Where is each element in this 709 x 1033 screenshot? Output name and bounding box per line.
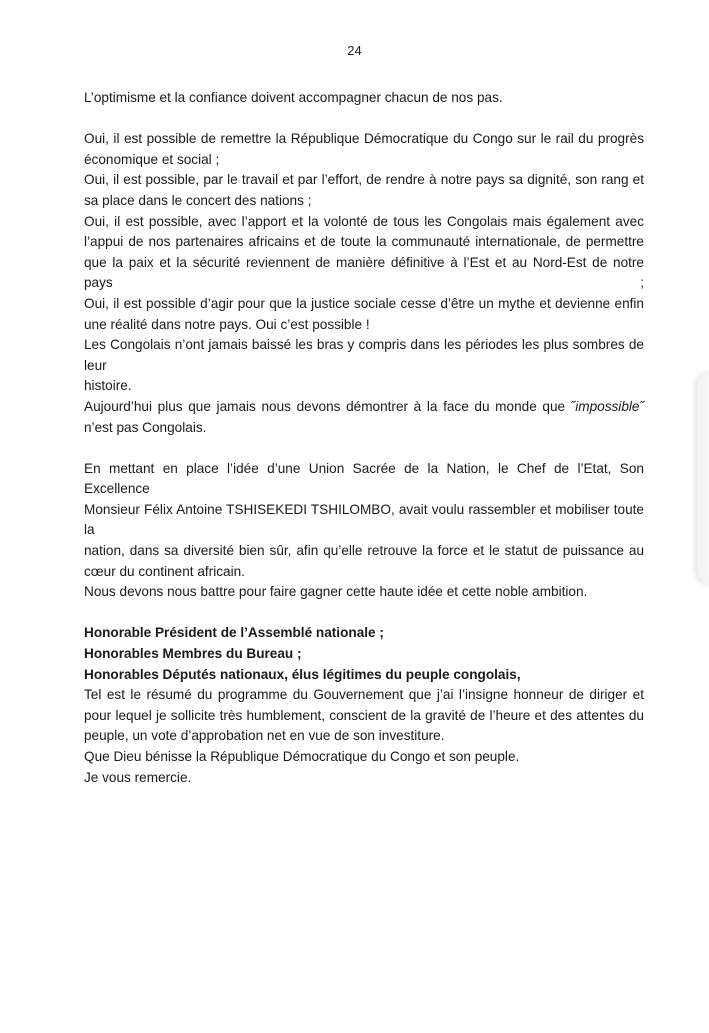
- text-line: L’optimisme et la confiance doivent accompagner chacun de nos pas.: [84, 90, 503, 105]
- text-line: Les Congolais n’ont jamais baissé les bras y compris dans les périodes les plus sombres de leur: [84, 337, 644, 373]
- text-line: sa place dans le concert des nations ;: [84, 192, 312, 208]
- text-line: Tel est le résumé du programme du Gouvernement que j’ai l’insigne honneur de diriger et: [84, 687, 644, 703]
- text-line: Monsieur Félix Antoine TSHISEKEDI TSHILOMBO, avait voulu rassembler et mobiliser toute la: [84, 501, 644, 538]
- text-line: l’appui de nos partenaires africains et de toute la communauté internationale, de permettre: [84, 234, 644, 250]
- text-line: histoire.: [84, 378, 132, 394]
- text-segment: Aujourd’hui plus que jamais nous devons démontrer à la face du monde que: [84, 398, 571, 414]
- paragraph-closing: [84, 623, 644, 788]
- page-number: 24: [347, 43, 362, 58]
- paragraph-union-sacree: [84, 459, 644, 603]
- text-line: n’est pas Congolais.: [84, 419, 207, 435]
- text-line: Oui, il est possible d’agir pour que la justice sociale cesse d’être un mythe et devienne enfin: [84, 295, 644, 311]
- text-line: économique et social ;: [84, 151, 220, 167]
- text-line: peuple, un vote d’approbation net en vue de son investiture.: [84, 728, 445, 744]
- text-line: cœur du continent africain.: [84, 563, 245, 579]
- salutation-line: Honorables Membres du Bureau ;: [84, 646, 302, 662]
- text-line: En mettant en place l’idée d’une Union Sacrée de la Nation, le Chef de l’Etat, Son Excellence: [84, 460, 644, 497]
- text-line: Nous devons nous battre pour faire gagner cette haute idée et cette noble ambition.: [84, 584, 588, 600]
- text-line: Oui, il est possible, avec l’apport et la volonté de tous les Congolais mais également avec: [84, 213, 644, 229]
- text-line: Que Dieu bénisse la République Démocratique du Congo et son peuple.: [84, 749, 520, 764]
- text-line: Je vous remercie.: [84, 769, 192, 785]
- text-line: Oui, il est possible de remettre la République Démocratique du Congo sur le rail du progrès: [84, 131, 644, 147]
- text-line: une réalité dans notre pays. Oui c’est possible !: [84, 316, 370, 332]
- document-body: [84, 88, 644, 809]
- text-line: nation, dans sa diversité bien sûr, afin qu’elle retrouve la force et le statut de puissance au: [84, 543, 644, 559]
- paragraph-oui-il-est-possible: [84, 129, 644, 438]
- salutation-line: Honorable Président de l’Assemblé nationale ;: [84, 625, 384, 641]
- emphasis-impossible: ˝impossible˝: [570, 398, 644, 414]
- text-line: que la paix et la sécurité reviennent de manière définitive à l’Est et au Nord-Est de notre pays ;: [84, 254, 644, 291]
- text-line: pour lequel je sollicite très humblement, conscient de la gravité de l’heure et des attentes du: [84, 707, 644, 723]
- salutation-line: Honorables Députés nationaux, élus légitimes du peuple congolais,: [84, 666, 521, 682]
- text-line: Oui, il est possible, par le travail et par l’effort, de rendre à notre pays sa dignité, son rang et: [84, 172, 644, 188]
- page-edge-scroll-handle[interactable]: [697, 372, 709, 584]
- paragraph-optimism: [84, 88, 644, 109]
- text-line: [84, 397, 644, 418]
